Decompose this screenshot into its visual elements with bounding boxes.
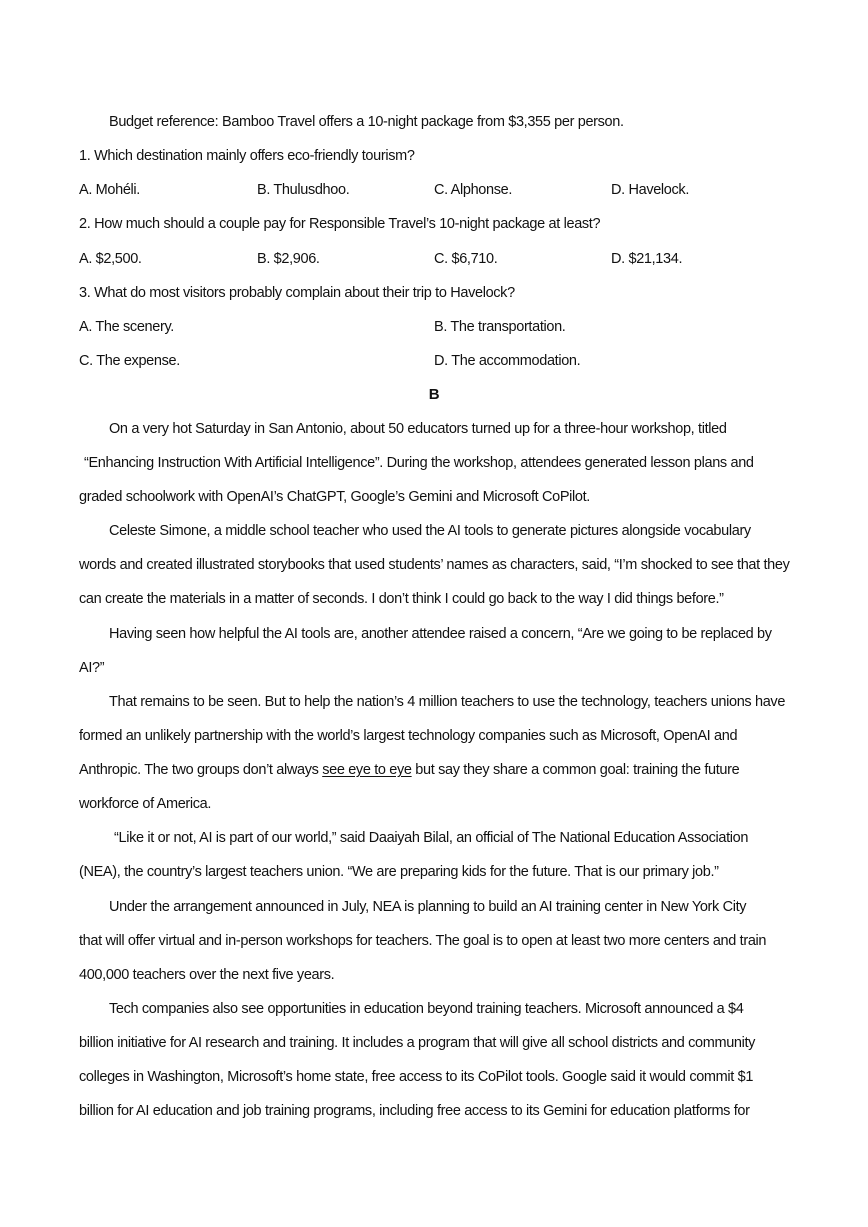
passage-line: billion initiative for AI research and training. It includes a program that will give all school districts and community [79, 1035, 756, 1051]
passage-line: can create the materials in a matter of seconds. I don’t think I could go back to the way I did things before.” [79, 591, 724, 607]
passage-line: colleges in Washington, Microsoft’s home state, free access to its CoPilot tools. Google said it would commit $1 [79, 1069, 754, 1085]
question-2-stem: 2. How much should a couple pay for Responsible Travel’s 10-night package at least? [79, 216, 601, 232]
question-2-option-b: B. $2,906. [257, 251, 320, 267]
passage-line: AI?” [79, 660, 105, 676]
budget-reference: Budget reference: Bamboo Travel offers a 10-night package from $3,355 per person. [109, 114, 624, 130]
underlined-phrase: see eye to eye [322, 762, 412, 778]
question-2-option-a: A. $2,500. [79, 251, 142, 267]
passage-line: billion for AI education and job training programs, including free access to its Gemini for education platforms for [79, 1103, 750, 1119]
question-1-stem: 1. Which destination mainly offers eco-friendly tourism? [79, 148, 415, 164]
passage-line: Tech companies also see opportunities in education beyond training teachers. Microsoft announced a $4 [109, 1001, 744, 1017]
passage-line: graded schoolwork with OpenAI’s ChatGPT, Google’s Gemini and Microsoft CoPilot. [79, 489, 590, 505]
passage-line: “Enhancing Instruction With Artificial Intelligence”. During the workshop, attendees generated lesson plans and [84, 455, 754, 471]
passage-line: Under the arrangement announced in July, NEA is planning to build an AI training center in New York City [109, 899, 747, 915]
passage-text: but say they share a common goal: training the future [411, 762, 740, 778]
question-3-stem: 3. What do most visitors probably complain about their trip to Havelock? [79, 285, 515, 301]
question-1-option-d: D. Havelock. [611, 182, 689, 198]
passage-line: Celeste Simone, a middle school teacher who used the AI tools to generate pictures alongside vocabulary [109, 523, 751, 539]
question-1-option-c: C. Alphonse. [434, 182, 513, 198]
passage-line: “Like it or not, AI is part of our world,” said Daaiyah Bilal, an official of The National Education Association [114, 830, 749, 846]
question-3-option-c: C. The expense. [79, 353, 180, 369]
passage-line: 400,000 teachers over the next five years. [79, 967, 335, 983]
passage-line: Having seen how helpful the AI tools are, another attendee raised a concern, “Are we going to be replaced by [109, 626, 772, 642]
question-3-option-d: D. The accommodation. [434, 353, 581, 369]
question-2-option-c: C. $6,710. [434, 251, 498, 267]
passage-line: (NEA), the country’s largest teachers union. “We are preparing kids for the future. That is our primary job.” [79, 864, 719, 880]
passage-line: That remains to be seen. But to help the nation’s 4 million teachers to use the technology, teachers unions have [109, 694, 786, 710]
section-heading: B [428, 386, 440, 403]
passage-line: that will offer virtual and in-person workshops for teachers. The goal is to open at least two more centers and train [79, 933, 767, 949]
passage-line: workforce of America. [79, 796, 212, 812]
passage-line: On a very hot Saturday in San Antonio, about 50 educators turned up for a three-hour workshop, titled [109, 421, 727, 437]
question-1-option-a: A. Mohéli. [79, 182, 140, 198]
question-2-option-d: D. $21,134. [611, 251, 683, 267]
passage-text: Anthropic. The two groups don’t always [79, 762, 323, 778]
question-3-option-a: A. The scenery. [79, 319, 174, 335]
question-1-option-b: B. Thulusdhoo. [257, 182, 350, 198]
passage-line: formed an unlikely partnership with the world’s largest technology companies such as Microsoft, OpenAI and [79, 728, 738, 744]
passage-line [79, 762, 791, 778]
passage-line: words and created illustrated storybooks that used students’ names as characters, said, “I’m shocked to see that they [79, 557, 790, 573]
question-3-option-b: B. The transportation. [434, 319, 566, 335]
